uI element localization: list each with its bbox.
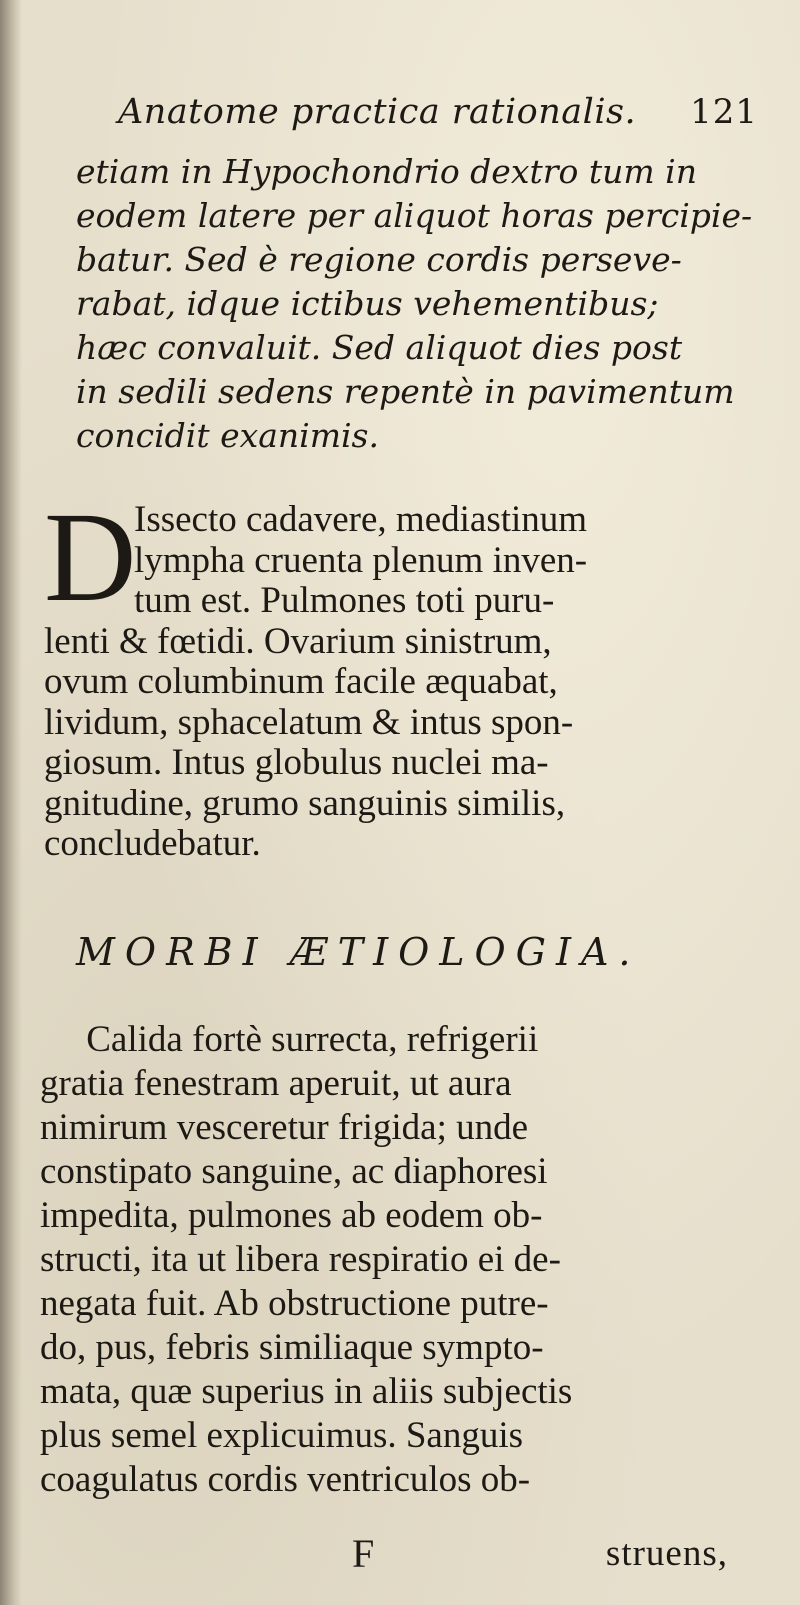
text-line: structi, ita ut libera respiratio ei de-: [40, 1239, 561, 1280]
text-line: Issecto cadavere, mediastinum: [134, 499, 588, 540]
text-line: eodem latere per aliquot horas percipie-: [76, 196, 753, 235]
signature-mark: F: [352, 1531, 375, 1576]
text-line: concidit exanimis.: [76, 416, 379, 455]
text-line: giosum. Intus globulus nuclei ma-: [44, 742, 549, 783]
page-number: 121: [690, 92, 758, 132]
running-title: Anatome practica rationalis.: [118, 92, 637, 132]
case-history-paragraph: [76, 150, 766, 458]
text-line: lympha cruenta plenum inven-: [134, 539, 588, 581]
text-line: lenti & fœtidi. Ovarium sinistrum,: [44, 620, 552, 662]
dissection-paragraph: [44, 486, 764, 865]
text-line: hæc convaluit. Sed aliquot dies post: [76, 328, 683, 367]
text-line: Calida fortè surrecta, refrigerii: [40, 1019, 539, 1060]
page-gutter: [0, 0, 22, 1605]
text-line: lividum, sphacelatum & intus spon-: [44, 701, 574, 743]
running-header: [118, 92, 758, 142]
catchword: struens,: [605, 1533, 728, 1574]
text-line: gnitudine, grumo sanguinis similis,: [44, 782, 566, 824]
text-line: tum est. Pulmones toti puru-: [134, 580, 555, 621]
text-line: in sedili sedens repentè in pavimentum: [76, 372, 735, 411]
text-line: plus semel explicuimus. Sanguis: [40, 1415, 524, 1456]
text-line: batur. Sed è regione cordis perseve-: [76, 240, 682, 279]
text-line: impedita, pulmones ab eodem ob-: [40, 1195, 543, 1236]
text-line: concludebatur.: [44, 823, 261, 864]
text-line: do, pus, febris similiaque sympto-: [40, 1327, 544, 1368]
section-heading: MORBI ÆTIOLOGIA.: [76, 930, 641, 974]
text-line: coagulatus cordis ventriculos ob-: [40, 1459, 531, 1500]
text-line: ovum columbinum facile æquabat,: [44, 661, 558, 702]
text-line: mata, quæ superius in aliis subjectis: [40, 1371, 573, 1412]
text-line: rabat, idque ictibus vehementibus;: [76, 284, 659, 323]
text-line: gratia fenestram aperuit, ut aura: [40, 1063, 512, 1104]
text-line: constipato sanguine, ac diaphoresi: [40, 1151, 548, 1192]
text-line: etiam in Hypochondrio dextro tum in: [76, 152, 697, 191]
text-line: negata fuit. Ab obstructione putre-: [40, 1283, 549, 1324]
drop-cap: D: [44, 486, 137, 628]
aetiology-paragraph: [40, 1018, 764, 1502]
text-line: nimirum vesceretur frigida; unde: [40, 1107, 529, 1148]
